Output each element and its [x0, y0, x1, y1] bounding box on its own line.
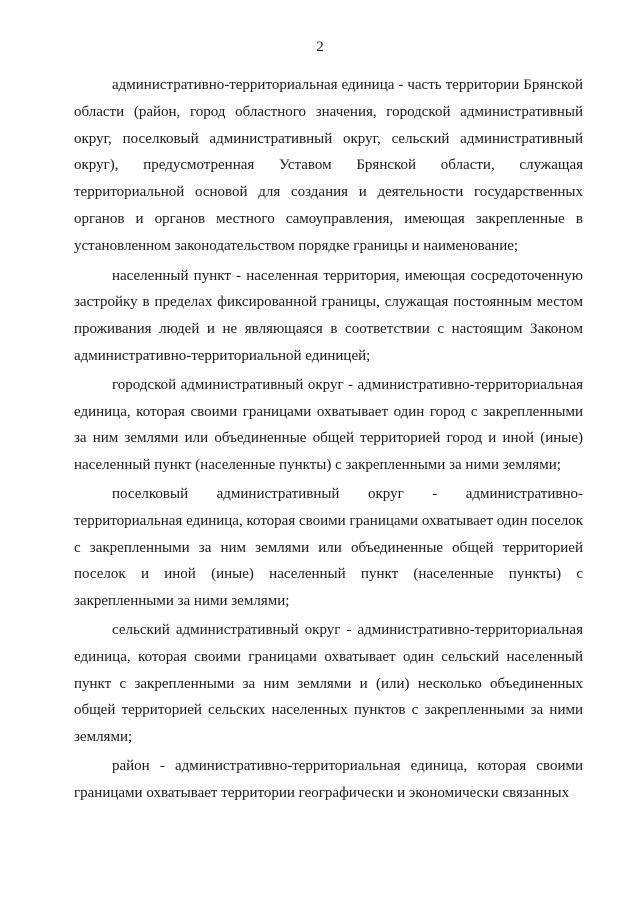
paragraph-settlement-district-definition: поселковый административный округ - административно-территориальная единица, которая своими границами охватывает один поселок с закрепленными за ним землями или объединенные общей территорией поселок и иной (иные) населенный пункт (населенные пункты) с закрепленными за ними землями; [74, 485, 583, 610]
paragraph-city-district-definition: городской административный округ - административно-территориальная единица, которая своими границами охватывает один город с закрепленными за ним землями или объединенные общей территорией город и иной (иные) населенный пункт (населенные пункты) с закрепленными за ними землями; [74, 376, 583, 474]
paragraph-settlement-definition: населенный пункт - населенная территория, имеющая сосредоточенную застройку в пределах фиксированной границы, служащая постоянным местом проживания людей и не являющаяся в соответствии с настоящим Законом административно-территориальной единицей; [74, 267, 583, 364]
page-number: 2 [316, 39, 324, 55]
paragraph-region-definition: район - административно-территориальная единица, которая своими границами охватывает территории географически и экономически связанных [74, 757, 583, 801]
document-body [74, 72, 583, 807]
paragraph-rural-district-definition: сельский административный округ - административно-территориальная единица, которая своими границами охватывает один сельский населенный пункт с закрепленными за ним землями и (или) несколько объединенных общей территорией сельских населенных пунктов с закрепленными за ними землями; [74, 621, 583, 746]
paragraph-administrative-unit-definition: административно-территориальная единица - часть территории Брянской области (район, город областного значения, городской административный округ, поселковый административный округ, сельский административный округ), предусмотренная Уставом Брянской области, служащая территориальной основой для создания и деятельности государственных органов и органов местного самоуправления, имеющая закрепленные в установленном законодательством порядке границы и наименование; [74, 77, 583, 254]
